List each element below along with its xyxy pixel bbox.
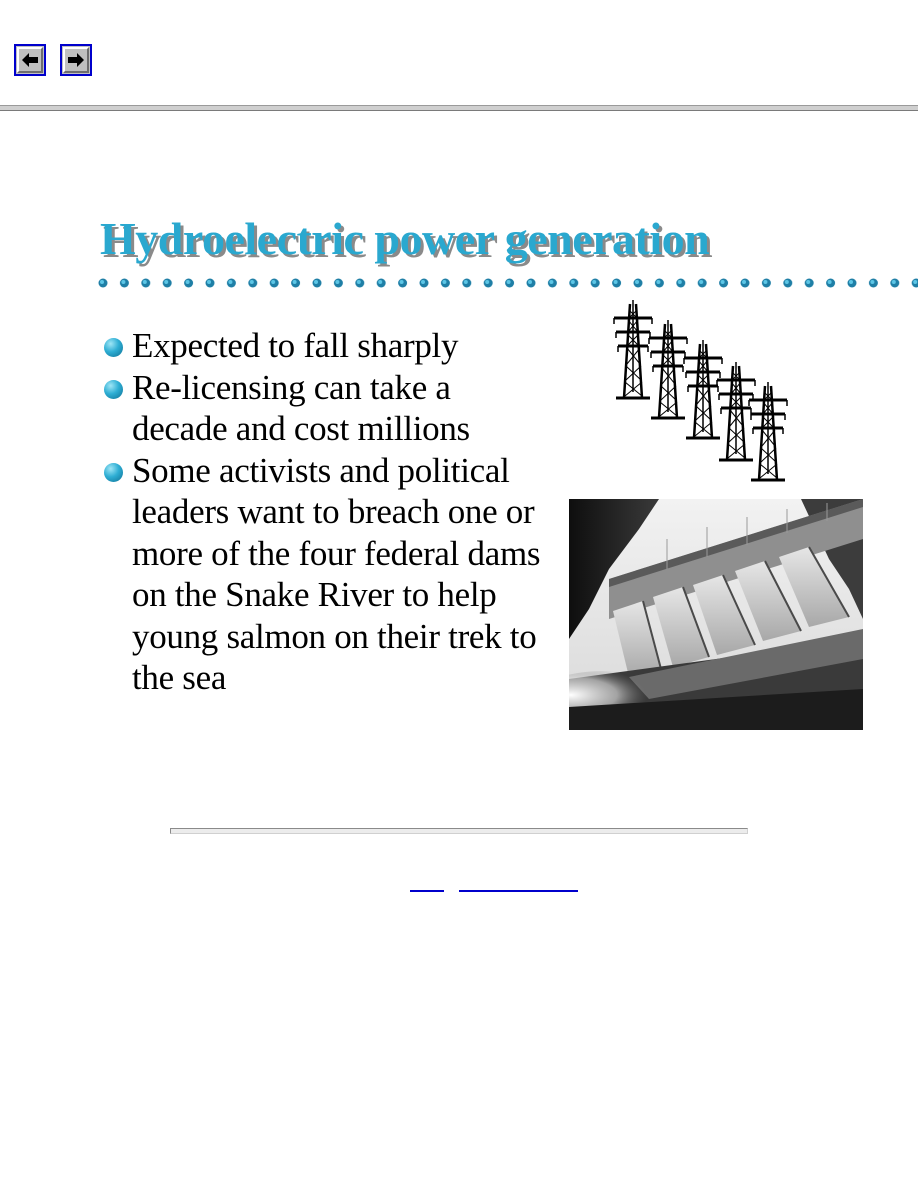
slide-navigation-bar xyxy=(0,0,918,112)
slide-title: Hydroelectric power generation xyxy=(100,213,710,264)
bullet-icon xyxy=(104,338,123,357)
footer-link-1[interactable] xyxy=(410,874,444,892)
footer-nav xyxy=(0,874,918,894)
power-transmission-towers-image xyxy=(612,298,802,490)
bullet-item xyxy=(104,367,544,450)
bullet-icon xyxy=(104,463,123,482)
footer-link-2[interactable] xyxy=(459,874,578,892)
bullet-text: Re-licensing can take a decade and cost millions xyxy=(132,367,470,448)
dotted-divider xyxy=(96,276,918,290)
arrow-left-icon xyxy=(22,53,38,67)
arrow-right-icon xyxy=(68,53,84,67)
next-slide-button[interactable] xyxy=(60,44,92,76)
bullet-icon xyxy=(104,380,123,399)
hydroelectric-dam-photo xyxy=(569,499,863,730)
bullet-text: Expected to fall sharply xyxy=(132,326,459,365)
previous-slide-button[interactable] xyxy=(14,44,46,76)
footer-divider xyxy=(170,828,748,834)
bullet-text: Some activists and political leaders want to breach one or more of the four federal dams on the Snake River to help young salmon on their trek to the sea xyxy=(132,450,541,697)
header-divider xyxy=(0,105,918,111)
bullet-list xyxy=(104,325,544,699)
bullet-item xyxy=(104,450,544,699)
bullet-item xyxy=(104,325,544,367)
